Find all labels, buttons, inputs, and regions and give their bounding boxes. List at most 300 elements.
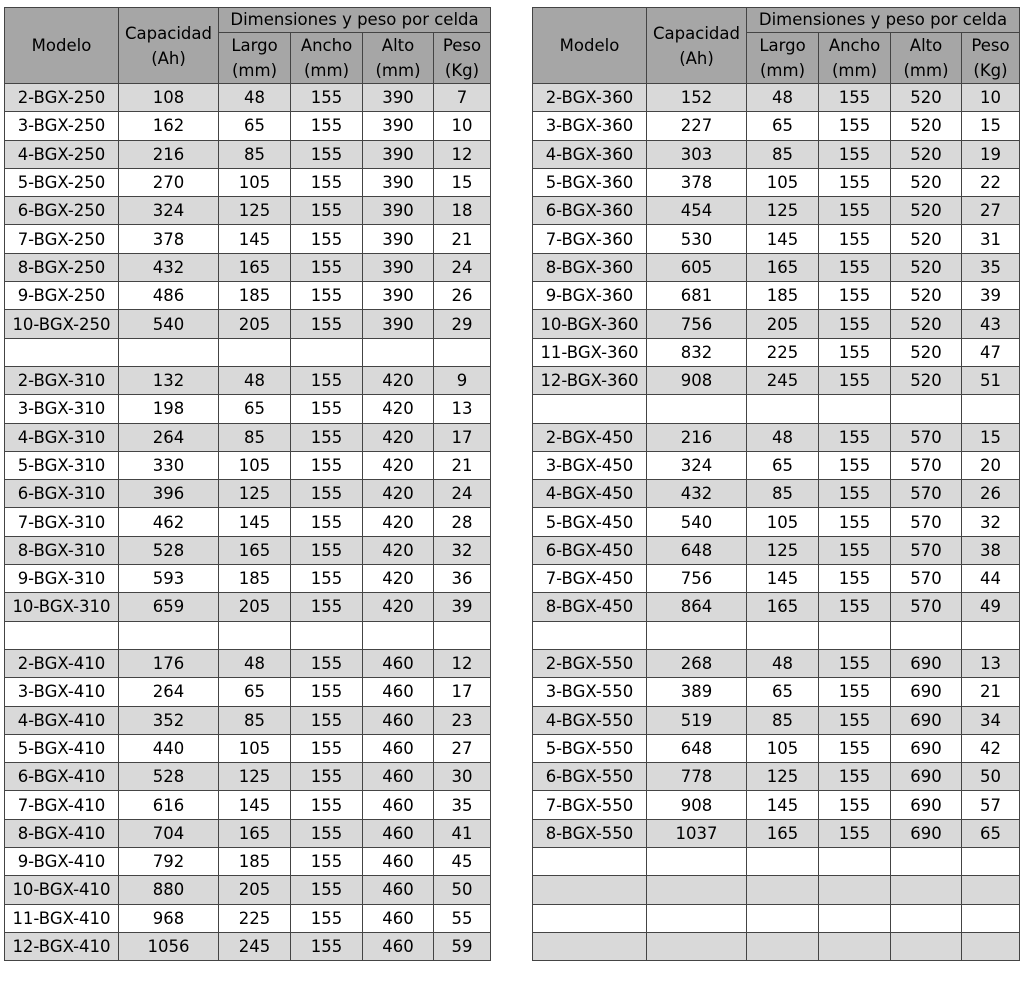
ancho-cell: 155 <box>819 310 891 338</box>
peso-cell: 15 <box>962 423 1020 451</box>
capacidad-cell: 108 <box>119 84 219 112</box>
modelo-cell <box>5 621 119 649</box>
peso-cell: 44 <box>962 565 1020 593</box>
alto-cell: 420 <box>363 565 434 593</box>
peso-cell: 35 <box>962 253 1020 281</box>
peso-cell: 9 <box>434 366 491 394</box>
ancho-cell: 155 <box>291 565 363 593</box>
peso-cell: 12 <box>434 140 491 168</box>
ancho-cell: 155 <box>291 678 363 706</box>
spacer-row <box>533 395 1020 423</box>
modelo-cell: 2-BGX-410 <box>5 649 119 677</box>
alto-cell: 520 <box>891 338 962 366</box>
ancho-cell: 155 <box>819 508 891 536</box>
modelo-cell: 5-BGX-360 <box>533 168 647 196</box>
capacidad-cell: 454 <box>647 197 747 225</box>
capacidad-cell: 216 <box>647 423 747 451</box>
alto-cell: 520 <box>891 84 962 112</box>
ancho-cell: 155 <box>819 480 891 508</box>
alto-cell: 390 <box>363 112 434 140</box>
table-row <box>5 140 491 168</box>
alto-cell: 460 <box>363 734 434 762</box>
peso-cell: 26 <box>962 480 1020 508</box>
alto-cell: 420 <box>363 395 434 423</box>
table-row <box>5 253 491 281</box>
capacidad-cell <box>647 395 747 423</box>
ancho-cell: 155 <box>291 734 363 762</box>
capacidad-cell <box>647 904 747 932</box>
alto-cell <box>363 338 434 366</box>
header-ancho: Ancho (mm) <box>291 33 363 84</box>
header-modelo: Modelo <box>533 8 647 84</box>
modelo-cell: 8-BGX-450 <box>533 593 647 621</box>
modelo-cell: 5-BGX-450 <box>533 508 647 536</box>
table-row <box>533 366 1020 394</box>
peso-cell: 23 <box>434 706 491 734</box>
ancho-cell: 155 <box>819 819 891 847</box>
ancho-cell: 155 <box>291 508 363 536</box>
table-row <box>5 366 491 394</box>
table-row <box>533 282 1020 310</box>
peso-cell: 13 <box>962 649 1020 677</box>
capacidad-cell: 968 <box>119 904 219 932</box>
modelo-cell: 5-BGX-550 <box>533 734 647 762</box>
largo-cell: 85 <box>747 706 819 734</box>
table-row <box>5 678 491 706</box>
ancho-cell: 155 <box>291 819 363 847</box>
peso-cell: 18 <box>434 197 491 225</box>
ancho-cell: 155 <box>291 197 363 225</box>
spacer-row <box>5 621 491 649</box>
capacidad-cell: 593 <box>119 565 219 593</box>
modelo-cell: 4-BGX-450 <box>533 480 647 508</box>
table-row <box>5 734 491 762</box>
alto-cell: 690 <box>891 678 962 706</box>
table-row <box>533 734 1020 762</box>
peso-cell: 50 <box>434 876 491 904</box>
ancho-cell: 155 <box>819 112 891 140</box>
largo-cell: 145 <box>219 225 291 253</box>
peso-cell: 42 <box>962 734 1020 762</box>
largo-cell: 205 <box>219 876 291 904</box>
alto-cell: 520 <box>891 140 962 168</box>
peso-cell: 49 <box>962 593 1020 621</box>
largo-cell: 165 <box>747 819 819 847</box>
header-alto: Alto (mm) <box>363 33 434 84</box>
capacidad-cell: 1037 <box>647 819 747 847</box>
spacer-row <box>533 848 1020 876</box>
alto-cell <box>891 904 962 932</box>
alto-cell <box>891 876 962 904</box>
table-row <box>5 168 491 196</box>
modelo-cell: 6-BGX-450 <box>533 536 647 564</box>
table-row <box>5 593 491 621</box>
largo-cell: 165 <box>747 593 819 621</box>
modelo-cell: 11-BGX-410 <box>5 904 119 932</box>
table-row <box>5 904 491 932</box>
alto-cell: 570 <box>891 508 962 536</box>
modelo-cell: 6-BGX-360 <box>533 197 647 225</box>
modelo-cell <box>5 338 119 366</box>
header-capacidad: Capacidad (Ah) <box>647 8 747 84</box>
alto-cell: 390 <box>363 140 434 168</box>
alto-cell: 690 <box>891 706 962 734</box>
capacidad-cell <box>647 621 747 649</box>
peso-cell: 32 <box>434 536 491 564</box>
header-ancho: Ancho (mm) <box>819 33 891 84</box>
capacidad-cell: 227 <box>647 112 747 140</box>
largo-cell <box>747 904 819 932</box>
battery-spec-table-right <box>532 7 1020 961</box>
capacidad-cell: 704 <box>119 819 219 847</box>
ancho-cell: 155 <box>291 876 363 904</box>
modelo-cell: 7-BGX-450 <box>533 565 647 593</box>
peso-cell: 27 <box>962 197 1020 225</box>
largo-cell: 105 <box>747 508 819 536</box>
capacidad-cell: 389 <box>647 678 747 706</box>
ancho-cell: 155 <box>819 366 891 394</box>
alto-cell: 390 <box>363 168 434 196</box>
table-row <box>533 536 1020 564</box>
modelo-cell: 4-BGX-550 <box>533 706 647 734</box>
ancho-cell <box>291 621 363 649</box>
alto-cell: 420 <box>363 366 434 394</box>
table-row <box>533 819 1020 847</box>
ancho-cell: 155 <box>291 706 363 734</box>
modelo-cell: 2-BGX-310 <box>5 366 119 394</box>
table-row <box>533 338 1020 366</box>
largo-cell: 245 <box>747 366 819 394</box>
capacidad-cell: 432 <box>647 480 747 508</box>
table-row <box>5 932 491 960</box>
peso-cell: 10 <box>962 84 1020 112</box>
modelo-cell: 4-BGX-310 <box>5 423 119 451</box>
modelo-cell: 3-BGX-250 <box>5 112 119 140</box>
peso-cell: 7 <box>434 84 491 112</box>
ancho-cell: 155 <box>291 366 363 394</box>
capacidad-cell: 270 <box>119 168 219 196</box>
alto-cell: 520 <box>891 366 962 394</box>
largo-cell: 185 <box>219 848 291 876</box>
table-row <box>5 84 491 112</box>
capacidad-cell: 530 <box>647 225 747 253</box>
largo-cell: 125 <box>747 763 819 791</box>
capacidad-cell <box>647 848 747 876</box>
spacer-row <box>533 904 1020 932</box>
capacidad-cell: 792 <box>119 848 219 876</box>
header-dimensiones-group: Dimensiones y peso por celda <box>747 8 1020 33</box>
largo-cell <box>747 621 819 649</box>
table-body-left <box>5 84 491 961</box>
alto-cell: 390 <box>363 310 434 338</box>
largo-cell: 125 <box>747 197 819 225</box>
modelo-cell <box>533 904 647 932</box>
largo-cell: 65 <box>747 112 819 140</box>
alto-cell <box>891 395 962 423</box>
largo-cell: 65 <box>219 395 291 423</box>
alto-cell: 520 <box>891 253 962 281</box>
largo-cell: 65 <box>219 678 291 706</box>
modelo-cell <box>533 932 647 960</box>
alto-cell: 520 <box>891 225 962 253</box>
alto-cell: 570 <box>891 565 962 593</box>
header-peso: Peso (Kg) <box>434 33 491 84</box>
ancho-cell: 155 <box>291 451 363 479</box>
ancho-cell: 155 <box>291 395 363 423</box>
ancho-cell: 155 <box>291 168 363 196</box>
table-row <box>5 480 491 508</box>
peso-cell: 35 <box>434 791 491 819</box>
peso-cell: 31 <box>962 225 1020 253</box>
capacidad-cell: 352 <box>119 706 219 734</box>
largo-cell: 85 <box>747 480 819 508</box>
modelo-cell: 7-BGX-360 <box>533 225 647 253</box>
alto-cell: 690 <box>891 734 962 762</box>
largo-cell: 65 <box>747 678 819 706</box>
ancho-cell: 155 <box>819 84 891 112</box>
table-row <box>533 84 1020 112</box>
table-row <box>533 197 1020 225</box>
peso-cell: 30 <box>434 763 491 791</box>
peso-cell: 59 <box>434 932 491 960</box>
alto-cell: 520 <box>891 168 962 196</box>
largo-cell: 165 <box>747 253 819 281</box>
capacidad-cell: 648 <box>647 536 747 564</box>
largo-cell: 125 <box>219 197 291 225</box>
peso-cell: 57 <box>962 791 1020 819</box>
largo-cell: 85 <box>219 706 291 734</box>
peso-cell: 65 <box>962 819 1020 847</box>
capacidad-cell: 462 <box>119 508 219 536</box>
capacidad-cell: 832 <box>647 338 747 366</box>
ancho-cell: 155 <box>291 253 363 281</box>
alto-cell: 420 <box>363 593 434 621</box>
largo-cell <box>219 621 291 649</box>
ancho-cell <box>819 395 891 423</box>
ancho-cell: 155 <box>819 451 891 479</box>
modelo-cell: 10-BGX-410 <box>5 876 119 904</box>
largo-cell: 225 <box>747 338 819 366</box>
table-row <box>533 480 1020 508</box>
largo-cell: 105 <box>747 734 819 762</box>
ancho-cell: 155 <box>819 565 891 593</box>
ancho-cell: 155 <box>819 706 891 734</box>
peso-cell: 21 <box>434 225 491 253</box>
peso-cell <box>962 848 1020 876</box>
ancho-cell: 155 <box>291 282 363 310</box>
capacidad-cell: 908 <box>647 366 747 394</box>
ancho-cell: 155 <box>291 536 363 564</box>
peso-cell: 43 <box>962 310 1020 338</box>
peso-cell: 39 <box>962 282 1020 310</box>
largo-cell: 205 <box>747 310 819 338</box>
spacer-row <box>533 876 1020 904</box>
ancho-cell: 155 <box>291 112 363 140</box>
ancho-cell <box>819 621 891 649</box>
table-row <box>533 168 1020 196</box>
capacidad-cell: 264 <box>119 678 219 706</box>
alto-cell: 390 <box>363 282 434 310</box>
modelo-cell: 10-BGX-250 <box>5 310 119 338</box>
largo-cell: 85 <box>747 140 819 168</box>
ancho-cell: 155 <box>291 932 363 960</box>
largo-cell: 125 <box>747 536 819 564</box>
capacidad-cell: 528 <box>119 536 219 564</box>
capacidad-cell: 162 <box>119 112 219 140</box>
capacidad-cell: 378 <box>119 225 219 253</box>
alto-cell: 570 <box>891 593 962 621</box>
modelo-cell: 4-BGX-250 <box>5 140 119 168</box>
capacidad-cell: 519 <box>647 706 747 734</box>
modelo-cell: 9-BGX-410 <box>5 848 119 876</box>
largo-cell: 125 <box>219 480 291 508</box>
largo-cell: 205 <box>219 310 291 338</box>
alto-cell: 420 <box>363 423 434 451</box>
table-row <box>533 423 1020 451</box>
alto-cell: 460 <box>363 791 434 819</box>
largo-cell: 48 <box>219 84 291 112</box>
peso-cell: 41 <box>434 819 491 847</box>
modelo-cell: 7-BGX-410 <box>5 791 119 819</box>
peso-cell: 13 <box>434 395 491 423</box>
modelo-cell: 9-BGX-310 <box>5 565 119 593</box>
peso-cell: 17 <box>434 678 491 706</box>
modelo-cell: 8-BGX-250 <box>5 253 119 281</box>
header-peso: Peso (Kg) <box>962 33 1020 84</box>
ancho-cell: 155 <box>291 140 363 168</box>
largo-cell: 48 <box>747 423 819 451</box>
peso-cell: 29 <box>434 310 491 338</box>
table-row <box>533 565 1020 593</box>
largo-cell: 225 <box>219 904 291 932</box>
peso-cell: 47 <box>962 338 1020 366</box>
modelo-cell: 6-BGX-550 <box>533 763 647 791</box>
peso-cell: 22 <box>962 168 1020 196</box>
capacidad-cell: 616 <box>119 791 219 819</box>
modelo-cell: 4-BGX-360 <box>533 140 647 168</box>
alto-cell: 460 <box>363 932 434 960</box>
alto-cell: 460 <box>363 848 434 876</box>
largo-cell: 105 <box>219 168 291 196</box>
largo-cell: 245 <box>219 932 291 960</box>
largo-cell: 48 <box>219 366 291 394</box>
alto-cell <box>891 932 962 960</box>
table-row <box>5 225 491 253</box>
peso-cell <box>962 621 1020 649</box>
capacidad-cell <box>647 932 747 960</box>
largo-cell: 65 <box>219 112 291 140</box>
modelo-cell: 10-BGX-310 <box>5 593 119 621</box>
peso-cell <box>434 621 491 649</box>
largo-cell: 48 <box>747 84 819 112</box>
ancho-cell: 155 <box>819 649 891 677</box>
capacidad-cell: 378 <box>647 168 747 196</box>
modelo-cell: 12-BGX-360 <box>533 366 647 394</box>
capacidad-cell: 198 <box>119 395 219 423</box>
capacidad-cell: 440 <box>119 734 219 762</box>
capacidad-cell: 1056 <box>119 932 219 960</box>
table-row <box>5 565 491 593</box>
alto-cell: 570 <box>891 451 962 479</box>
peso-cell: 10 <box>434 112 491 140</box>
alto-cell <box>363 621 434 649</box>
table-row <box>533 763 1020 791</box>
largo-cell: 185 <box>747 282 819 310</box>
alto-cell: 520 <box>891 197 962 225</box>
alto-cell: 690 <box>891 763 962 791</box>
ancho-cell <box>291 338 363 366</box>
table-row <box>533 112 1020 140</box>
table-row <box>533 649 1020 677</box>
capacidad-cell: 324 <box>647 451 747 479</box>
spacer-row <box>533 932 1020 960</box>
capacidad-cell: 659 <box>119 593 219 621</box>
modelo-cell: 2-BGX-550 <box>533 649 647 677</box>
table-row <box>5 310 491 338</box>
alto-cell: 570 <box>891 480 962 508</box>
table-row <box>533 508 1020 536</box>
modelo-cell: 6-BGX-410 <box>5 763 119 791</box>
modelo-cell: 3-BGX-450 <box>533 451 647 479</box>
ancho-cell: 155 <box>819 763 891 791</box>
peso-cell <box>434 338 491 366</box>
peso-cell: 27 <box>434 734 491 762</box>
peso-cell: 34 <box>962 706 1020 734</box>
largo-cell <box>747 848 819 876</box>
table-row <box>5 763 491 791</box>
modelo-cell <box>533 848 647 876</box>
spacer-row <box>5 338 491 366</box>
modelo-cell: 7-BGX-250 <box>5 225 119 253</box>
modelo-cell: 2-BGX-250 <box>5 84 119 112</box>
table-row <box>533 310 1020 338</box>
largo-cell <box>747 876 819 904</box>
ancho-cell: 155 <box>291 593 363 621</box>
alto-cell <box>891 848 962 876</box>
capacidad-cell: 908 <box>647 791 747 819</box>
modelo-cell: 3-BGX-360 <box>533 112 647 140</box>
ancho-cell: 155 <box>819 536 891 564</box>
ancho-cell: 155 <box>291 310 363 338</box>
modelo-cell: 8-BGX-360 <box>533 253 647 281</box>
peso-cell: 50 <box>962 763 1020 791</box>
ancho-cell <box>819 876 891 904</box>
table-row <box>5 282 491 310</box>
alto-cell: 460 <box>363 904 434 932</box>
peso-cell: 36 <box>434 565 491 593</box>
table-row <box>533 253 1020 281</box>
modelo-cell: 3-BGX-410 <box>5 678 119 706</box>
capacidad-cell: 864 <box>647 593 747 621</box>
header-capacidad: Capacidad (Ah) <box>119 8 219 84</box>
capacidad-cell: 486 <box>119 282 219 310</box>
table-row <box>5 791 491 819</box>
capacidad-cell: 756 <box>647 310 747 338</box>
modelo-cell: 9-BGX-250 <box>5 282 119 310</box>
ancho-cell: 155 <box>819 593 891 621</box>
header-largo: Largo (mm) <box>219 33 291 84</box>
modelo-cell: 6-BGX-310 <box>5 480 119 508</box>
largo-cell: 145 <box>747 225 819 253</box>
largo-cell: 48 <box>747 649 819 677</box>
modelo-cell: 12-BGX-410 <box>5 932 119 960</box>
ancho-cell: 155 <box>291 423 363 451</box>
alto-cell: 390 <box>363 84 434 112</box>
largo-cell: 165 <box>219 536 291 564</box>
capacidad-cell: 132 <box>119 366 219 394</box>
modelo-cell <box>533 876 647 904</box>
alto-cell: 460 <box>363 819 434 847</box>
